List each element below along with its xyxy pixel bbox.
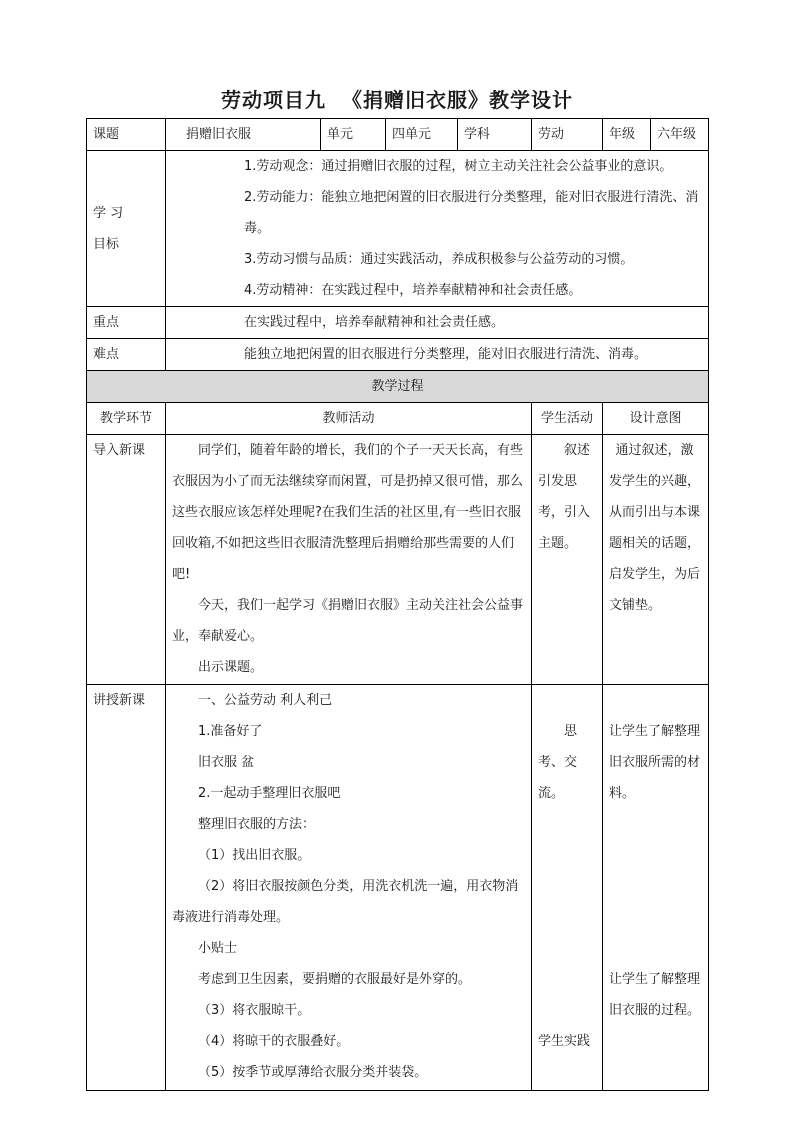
- student-activity-1: 思考、交流。: [538, 724, 578, 801]
- key-point-label: 重点: [87, 307, 166, 339]
- process-title-row: [87, 371, 709, 403]
- unit-label: 单元: [321, 119, 386, 151]
- teacher-paragraph: 同学们，随着年龄的增长，我们的个子一天天长高，有些衣服因为小了而无法继续穿而闲置，可是扔掉又很可惜，那么这些衣服应该怎样处理呢?在我们生活的社区里,有一些旧衣服回收箱,不如把这些旧衣服清洗整理后捐赠给那些需要的人们吧!: [172, 443, 524, 582]
- process-header-row: [87, 403, 709, 435]
- goal-item: 1.劳动观念：通过捐赠旧衣服的过程，树立主动关注社会公益事业的意识。: [244, 159, 673, 174]
- intro-design: 通过叙述，激发学生的兴趣，从而引出与本课题相关的话题，启发学生，为后文铺垫。: [603, 435, 709, 685]
- difficulty-label: 难点: [87, 339, 166, 371]
- header-design: 设计意图: [603, 403, 709, 435]
- goals-row: [87, 151, 709, 307]
- teacher-line: 整理旧衣服的方法：: [198, 817, 316, 832]
- goal-item: 3.劳动习惯与品质：通过实践活动，养成积极参与公益劳动的习惯。: [244, 252, 634, 267]
- subject-value: 劳动: [532, 119, 603, 151]
- intro-student: 叙述引发思考，引入主题。: [532, 435, 603, 685]
- intro-teacher: [166, 435, 532, 685]
- goals-list: [166, 151, 709, 307]
- key-point-text: 在实践过程中，培养奉献精神和社会责任感。: [166, 307, 709, 339]
- teacher-line: （3）将衣服晾干。: [198, 1003, 311, 1018]
- teacher-paragraph: 今天，我们一起学习《捐赠旧衣服》主动关注社会公益事业，奉献爱心。: [172, 598, 524, 644]
- teacher-line: 考虑到卫生因素，要捐赠的衣服最好是外穿的。: [198, 972, 472, 987]
- student-activity-2: 学生实践: [538, 1034, 591, 1049]
- teacher-line: 一、公益劳动 利人利己: [198, 693, 333, 708]
- teacher-line: （1）找出旧衣服。: [198, 848, 311, 863]
- goal-item: 2.劳动能力：能独立地把闲置的旧衣服进行分类整理，能对旧衣服进行清洗、消毒。: [244, 190, 699, 236]
- info-row: [87, 119, 709, 151]
- header-teacher: 教师活动: [166, 403, 532, 435]
- design-intent-2: 让学生了解整理旧衣服的过程。: [609, 972, 701, 1018]
- section-intro-row: [87, 435, 709, 685]
- goals-label-line2: 目标: [93, 236, 120, 252]
- teacher-line: 旧衣服 盆: [198, 755, 255, 770]
- design-intent-1: 让学生了解整理旧衣服所需的材料。: [609, 724, 701, 801]
- topic-value: 捐赠旧衣服: [166, 119, 321, 151]
- unit-value: 四单元: [386, 119, 458, 151]
- new-student: [532, 685, 603, 1091]
- goals-label: [87, 151, 166, 307]
- teacher-line: （4）将晾干的衣服叠好。: [198, 1034, 350, 1049]
- lesson-plan-table: [86, 118, 709, 1091]
- grade-label: 年级: [603, 119, 651, 151]
- teacher-line: （2）将旧衣服按颜色分类，用洗衣机洗一遍，用衣物消毒液进行消毒处理。: [172, 879, 519, 925]
- teacher-paragraph: 出示课题。: [198, 660, 264, 675]
- teacher-line: 2.一起动手整理旧衣服吧: [198, 786, 341, 801]
- subject-label: 学科: [458, 119, 532, 151]
- intro-stage: 导入新课: [87, 435, 166, 685]
- teacher-line: （5）按季节或厚薄给衣服分类并装袋。: [198, 1065, 428, 1080]
- grade-value: 六年级: [651, 119, 709, 151]
- process-title: 教学过程: [87, 371, 709, 403]
- header-stage: 教学环节: [87, 403, 166, 435]
- key-point-row: [87, 307, 709, 339]
- teacher-line: 小贴士: [198, 941, 238, 956]
- new-stage: 讲授新课: [87, 685, 166, 1091]
- topic-label: 课题: [87, 119, 166, 151]
- section-new-row: [87, 685, 709, 1091]
- new-design: [603, 685, 709, 1091]
- goals-label-line1: 学 习: [93, 205, 124, 221]
- difficulty-text: 能独立地把闲置的旧衣服进行分类整理，能对旧衣服进行清洗、消毒。: [166, 339, 709, 371]
- document-title: 劳动项目九 《捐赠旧衣服》教学设计: [221, 88, 573, 112]
- teacher-line: 1.准备好了: [198, 724, 263, 739]
- new-teacher: [166, 685, 532, 1091]
- difficulty-row: [87, 339, 709, 371]
- header-student: 学生活动: [532, 403, 603, 435]
- goal-item: 4.劳动精神：在实践过程中，培养奉献精神和社会责任感。: [244, 283, 582, 298]
